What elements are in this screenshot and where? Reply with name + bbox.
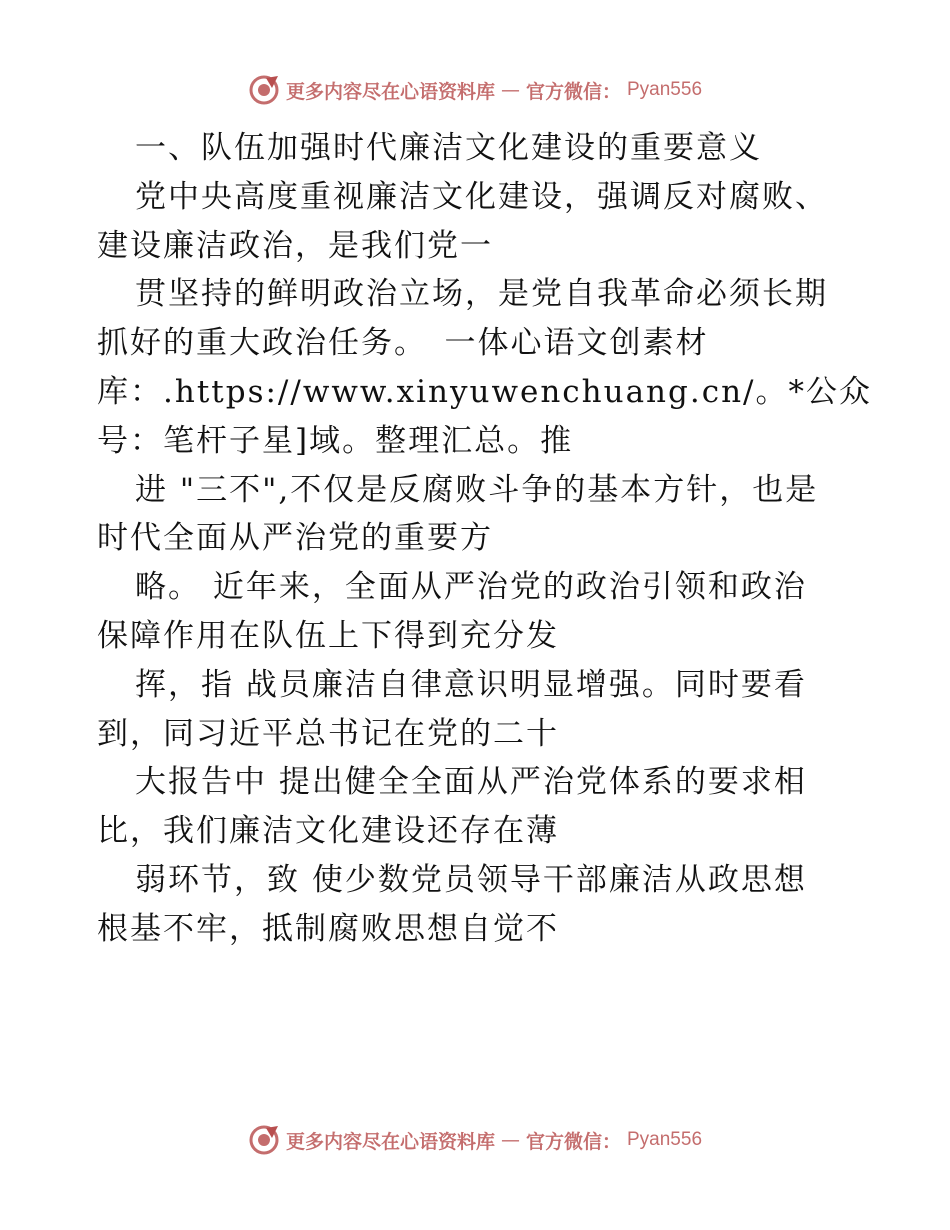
banner-official-label: 官方微信： bbox=[525, 80, 621, 103]
text-line: 保障作用在队伍上下得到充分发 bbox=[97, 617, 559, 654]
banner-wechat-id: Pyan556 bbox=[627, 1129, 703, 1150]
text-line: 建设廉洁政治，是我们党一 bbox=[97, 227, 493, 264]
text-line: 时代全面从严治党的重要方 bbox=[97, 520, 493, 557]
text-line: 党中央高度重视廉洁文化建设，强调反对腐败、 bbox=[135, 178, 828, 215]
footer-watermark-banner bbox=[0, 1120, 950, 1160]
text-line: 略。 近年来，全面从严治党的政治引领和政治 bbox=[135, 569, 807, 606]
text-line: 进 "三不",不仅是反腐败斗争的基本方针，也是 bbox=[135, 471, 819, 508]
text-line: 挥，指 战员廉洁自律意识明显增强。同时要看 bbox=[135, 666, 807, 703]
banner-separator: — bbox=[500, 79, 520, 101]
text-line: 贯坚持的鲜明政治立场，是党自我革命必须长期 bbox=[135, 276, 828, 313]
banner-brand-text: 更多内容尽在心语资料库 bbox=[285, 80, 495, 103]
banner-official-label: 官方微信： bbox=[525, 1130, 621, 1153]
text-line: 大报告中 提出健全全面从严治党体系的要求相 bbox=[135, 764, 807, 801]
text-line: 到，同习近平总书记在党的二十 bbox=[97, 715, 559, 752]
banner-brand-text: 更多内容尽在心语资料库 bbox=[285, 1130, 495, 1153]
section-heading: 一、队伍加强时代廉洁文化建设的重要意义 bbox=[135, 130, 762, 166]
quill-logo-icon bbox=[248, 1124, 280, 1156]
document-body bbox=[97, 124, 872, 954]
text-line: 弱环节，致 使少数党员领导干部廉洁从政思想 bbox=[135, 861, 807, 898]
banner-separator: — bbox=[500, 1129, 520, 1151]
text-line: 库：.https://www.xinyuwenchuang.cn/。*公众 bbox=[97, 373, 872, 410]
text-line: 号：笔杆子星]域。整理汇总。推 bbox=[97, 422, 574, 459]
text-line: 抓好的重大政治任务。 一体心语文创素材 bbox=[97, 325, 709, 362]
text-line: 根基不牢，抵制腐败思想自觉不 bbox=[97, 910, 559, 947]
header-watermark-banner bbox=[0, 70, 950, 110]
quill-logo-icon bbox=[248, 74, 280, 106]
text-line: 比，我们廉洁文化建设还存在薄 bbox=[97, 813, 559, 850]
banner-wechat-id: Pyan556 bbox=[627, 79, 703, 100]
